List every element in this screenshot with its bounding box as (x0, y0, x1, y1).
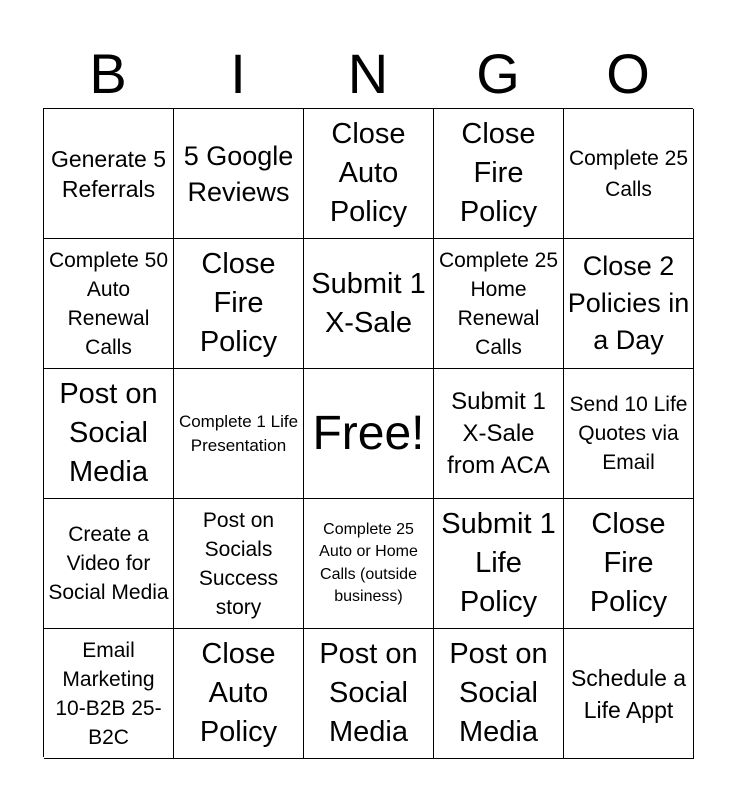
cell-text: Close 2 Policies in a Day (567, 251, 690, 355)
header-letter-b: B (89, 42, 127, 105)
bingo-cell-r4-c4[interactable] (434, 499, 564, 629)
cell-text: Close Fire Policy (199, 248, 278, 358)
cell-text: Close Auto Policy (329, 118, 408, 228)
free-space-text: Free! (312, 406, 425, 460)
cell-text: Email Marketing 10-B2B 25-B2C (55, 638, 162, 749)
bingo-cell-r3-c4[interactable] (434, 369, 564, 499)
bingo-cell-r3-c2[interactable] (174, 369, 304, 499)
bingo-cell-r4-c2[interactable] (174, 499, 304, 629)
cell-text: Schedule a Life Appt (570, 664, 687, 723)
cell-text: Complete 25 Auto or Home Calls (outside business) (319, 520, 418, 605)
bingo-cell-r5-c1[interactable] (44, 629, 174, 759)
bingo-cell-r4-c5[interactable] (564, 499, 694, 629)
cell-text: Post on Socials Success story (198, 508, 279, 619)
bingo-cell-r3-c1[interactable] (44, 369, 174, 499)
cell-text: 5 Google Reviews (183, 140, 294, 207)
cell-text: Complete 50 Auto Renewal Calls (48, 248, 169, 359)
bingo-cell-r4-c1[interactable] (44, 499, 174, 629)
header-letter-o: O (606, 42, 650, 105)
bingo-header (43, 40, 693, 108)
bingo-cell-r5-c3[interactable] (304, 629, 434, 759)
bingo-cell-r1-c5[interactable] (564, 109, 694, 239)
bingo-cell-r3-c5[interactable] (564, 369, 694, 499)
bingo-cell-free[interactable] (304, 369, 434, 499)
header-letter-i: I (230, 42, 246, 105)
cell-text: Submit 1 X-Sale (311, 267, 426, 339)
cell-text: Post on Social Media (449, 638, 548, 748)
cell-text: Create a Video for Social Media (48, 523, 169, 604)
header-letter-n: N (347, 42, 389, 105)
bingo-cell-r1-c3[interactable] (304, 109, 434, 239)
bingo-cell-r1-c4[interactable] (434, 109, 564, 239)
cell-text: Complete 25 Home Renewal Calls (438, 248, 559, 359)
cell-text: Complete 1 Life Presentation (178, 411, 299, 455)
bingo-cell-r2-c5[interactable] (564, 239, 694, 369)
bingo-cell-r5-c5[interactable] (564, 629, 694, 759)
cell-text: Close Fire Policy (459, 118, 538, 228)
bingo-cell-r2-c1[interactable] (44, 239, 174, 369)
bingo-cell-r4-c3[interactable] (304, 499, 434, 629)
cell-text: Submit 1 X-Sale from ACA (447, 387, 550, 479)
bingo-cell-r5-c2[interactable] (174, 629, 304, 759)
cell-text: Close Auto Policy (199, 638, 278, 748)
bingo-cell-r1-c1[interactable] (44, 109, 174, 239)
bingo-cell-r2-c3[interactable] (304, 239, 434, 369)
cell-text: Generate 5 Referrals (50, 145, 167, 202)
cell-text: Post on Social Media (319, 638, 418, 748)
cell-text: Submit 1 Life Policy (441, 508, 556, 618)
header-letter-g: G (476, 42, 520, 105)
cell-text: Complete 25 Calls (568, 146, 689, 201)
bingo-cell-r1-c2[interactable] (174, 109, 304, 239)
cell-text: Send 10 Life Quotes via Email (569, 393, 688, 474)
bingo-cell-r5-c4[interactable] (434, 629, 564, 759)
cell-text: Post on Social Media (59, 378, 158, 488)
bingo-cell-r2-c2[interactable] (174, 239, 304, 369)
bingo-cell-r2-c4[interactable] (434, 239, 564, 369)
cell-text: Close Fire Policy (589, 508, 668, 618)
bingo-grid (43, 108, 693, 757)
